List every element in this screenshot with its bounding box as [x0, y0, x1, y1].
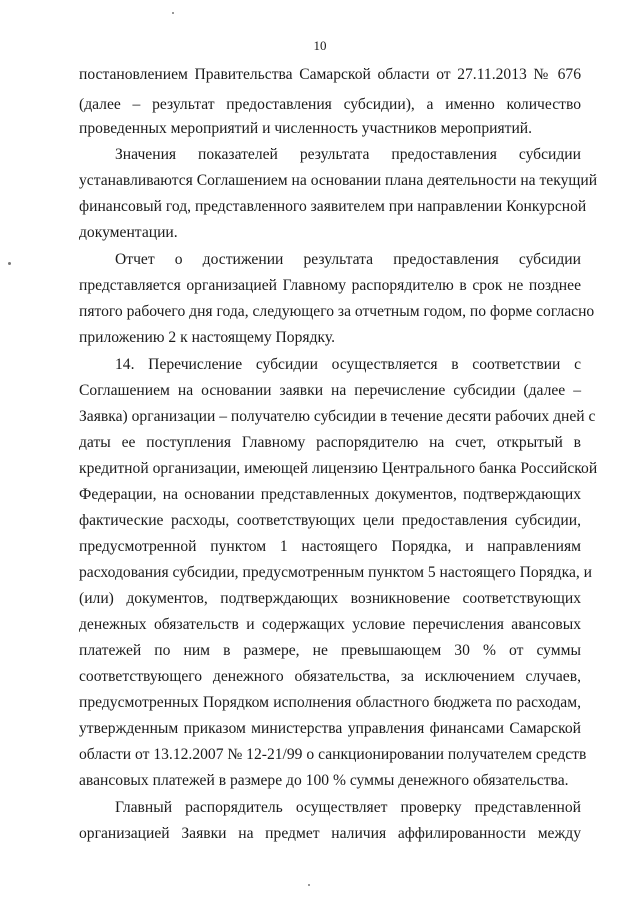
text-line: приложению 2 к настоящему Порядку.	[79, 329, 335, 346]
text-line: устанавливаются Соглашением на основании плана деятельности на текущий	[79, 172, 598, 189]
text-line: Федерации, на основании представленных документов, подтверждающих	[79, 486, 581, 503]
text-line: пятого рабочего дня года, следующего за отчетным годом, по форме согласно	[79, 303, 595, 320]
text-line: (или) документов, подтверждающих возникновение соответствующих	[79, 590, 581, 607]
text-line: области от 13.12.2007 № 12-21/99 о санкционировании получателем средств	[79, 746, 587, 763]
scan-speck	[172, 12, 174, 14]
text-line: постановлением Правительства Самарской области от 27.11.2013 № 676	[79, 66, 581, 83]
text-line: документации.	[79, 224, 178, 241]
text-line: предусмотренной пунктом 1 настоящего Порядка, и направлениям	[79, 538, 581, 555]
text-line: Значения показателей результата предоставления субсидии	[115, 146, 581, 163]
text-line: авансовых платежей в размере до 100 % суммы денежного обязательства.	[79, 772, 569, 789]
scan-speck	[8, 262, 11, 265]
text-line: расходования субсидии, предусмотренным пунктом 5 настоящего Порядка, и	[79, 564, 593, 581]
text-line: даты ее поступления Главному распорядителю на счет, открытый в	[79, 434, 581, 451]
text-line: (далее – результат предоставления субсидии), а именно количество	[79, 96, 581, 113]
text-line: платежей по ним в размере, не превышающем 30 % от суммы	[79, 642, 581, 659]
text-line: утвержденным приказом министерства управления финансами Самарской	[79, 720, 581, 737]
text-line: Отчет о достижении результата предоставления субсидии	[115, 251, 581, 268]
text-line: проведенных мероприятий и численность участников мероприятий.	[79, 120, 533, 137]
text-line: соответствующего денежного обязательства, за исключением случаев,	[79, 668, 581, 685]
text-line: 14. Перечисление субсидии осуществляется в соответствии с	[115, 356, 581, 373]
text-line: кредитной организации, имеющей лицензию Центрального банка Российской	[79, 460, 598, 477]
text-line: организацией Заявки на предмет наличия аффилированности между	[79, 825, 581, 842]
text-line: Соглашением на основании заявки на перечисление субсидии (далее –	[79, 382, 581, 399]
text-line: Заявка) организации – получателю субсидии в течение десяти рабочих дней с	[79, 408, 596, 425]
scan-speck	[308, 884, 310, 886]
text-line: фактические расходы, соответствующих цели предоставления субсидии,	[79, 512, 581, 529]
page-number: 10	[313, 38, 327, 53]
text-line: представляется организацией Главному распорядителю в срок не позднее	[79, 277, 581, 294]
text-line: финансовый год, представленного заявителем при направлении Конкурсной	[79, 198, 587, 215]
text-line: денежных обязательств и содержащих условие перечисления авансовых	[79, 616, 581, 633]
text-line: предусмотренных Порядком исполнения областного бюджета по расходам,	[79, 694, 581, 711]
text-line: Главный распорядитель осуществляет проверку представленной	[115, 799, 581, 816]
